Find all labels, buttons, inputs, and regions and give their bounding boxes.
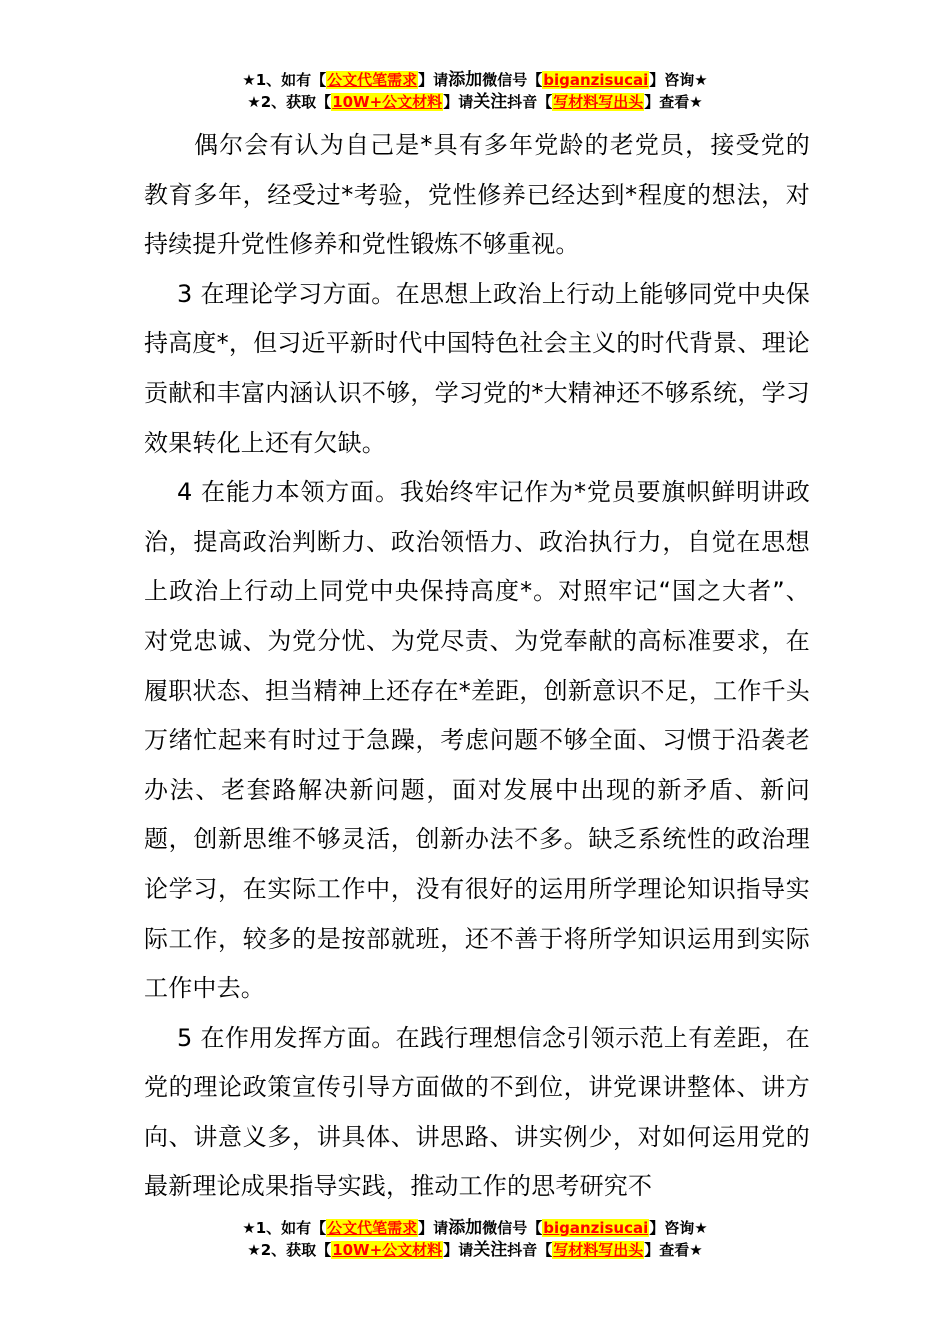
banner-text: 】查看★ bbox=[644, 93, 703, 111]
header-banner bbox=[0, 69, 950, 113]
banner-text: ★2、获取【 bbox=[247, 93, 332, 111]
banner-text: ★2、获取【 bbox=[247, 1241, 332, 1259]
highlight-materials: 10W+公文材料 bbox=[332, 1241, 443, 1259]
banner-line-2 bbox=[0, 91, 950, 113]
banner-text: 微信号【 bbox=[482, 1219, 543, 1237]
highlight-wechat-id: biganzisucai bbox=[543, 1219, 649, 1237]
banner-line-1 bbox=[0, 69, 950, 91]
banner-emphasis: 关注 bbox=[473, 92, 508, 112]
banner-text: ★1、如有【 bbox=[242, 71, 327, 89]
banner-text: 】请 bbox=[443, 1241, 474, 1259]
banner-text: 抖音【 bbox=[507, 93, 553, 111]
highlight-douyin-account: 写材料写出头 bbox=[553, 1241, 644, 1259]
banner-emphasis: 添加 bbox=[448, 70, 483, 90]
highlight-wechat-id: biganzisucai bbox=[543, 71, 649, 89]
highlight-douyin-account: 写材料写出头 bbox=[553, 93, 644, 111]
footer-banner bbox=[0, 1217, 950, 1261]
banner-text: 】请 bbox=[418, 71, 449, 89]
banner-text: 】请 bbox=[418, 1219, 449, 1237]
banner-text: 】请 bbox=[443, 93, 474, 111]
banner-text: 微信号【 bbox=[482, 71, 543, 89]
paragraph-continuation: 偶尔会有认为自己是*具有多年党龄的老党员，接受党的教育多年，经受过*考验，党性修养已经达到*程度的想法，对持续提升党性修养和党性锻炼不够重视。 bbox=[144, 131, 810, 259]
paragraph-ability: 4 在能力本领方面。我始终牢记作为*党员要旗帜鲜明讲政治，提高政治判断力、政治领悟力、政治执行力，自觉在思想上政治上行动上同党中央保持高度*。对照牢记“国之大者”、对党忠诚、为党分忧、为党尽责、为党奉献的高标准要求，在履职状态、担当精神上还存在*差距，创新意识不足，工作千头万绪忙起来有时过于急躁，考虑问题不够全面、习惯于沿袭老办法、老套路解决新问题，面对发展中出现的新矛盾、新问题，创新思维不够灵活，创新办法不多。缺乏系统性的政治理论学习，在实际工作中，没有很好的运用所学理论知识指导实际工作，较多的是按部就班，还不善于将所学知识运用到实际工作中去。 bbox=[144, 478, 810, 1003]
banner-emphasis: 关注 bbox=[473, 1240, 508, 1260]
banner-text: 抖音【 bbox=[507, 1241, 553, 1259]
highlight-materials: 10W+公文材料 bbox=[332, 93, 443, 111]
paragraph-role: 5 在作用发挥方面。在践行理想信念引领示范上有差距，在党的理论政策宣传引导方面做的不到位，讲党课讲整体、讲方向、讲意义多，讲具体、讲思路、讲实例少，对如何运用党的最新理论成果指导实践，推动工作的思考研究不 bbox=[144, 1023, 810, 1201]
banner-line-2 bbox=[0, 1239, 950, 1261]
banner-text: 】咨询★ bbox=[649, 1219, 708, 1237]
document-body bbox=[144, 121, 810, 1212]
banner-emphasis: 添加 bbox=[448, 1218, 483, 1238]
banner-text: ★1、如有【 bbox=[242, 1219, 327, 1237]
paragraph-theory-study: 3 在理论学习方面。在思想上政治上行动上能够同党中央保持高度*，但习近平新时代中国特色社会主义的时代背景、理论贡献和丰富内涵认识不够，学习党的*大精神还不够系统，学习效果转化上还有欠缺。 bbox=[144, 279, 810, 457]
highlight-service: 公文代笔需求 bbox=[327, 1219, 418, 1237]
banner-text: 】查看★ bbox=[644, 1241, 703, 1259]
banner-line-1 bbox=[0, 1217, 950, 1239]
highlight-service: 公文代笔需求 bbox=[327, 71, 418, 89]
banner-text: 】咨询★ bbox=[649, 71, 708, 89]
